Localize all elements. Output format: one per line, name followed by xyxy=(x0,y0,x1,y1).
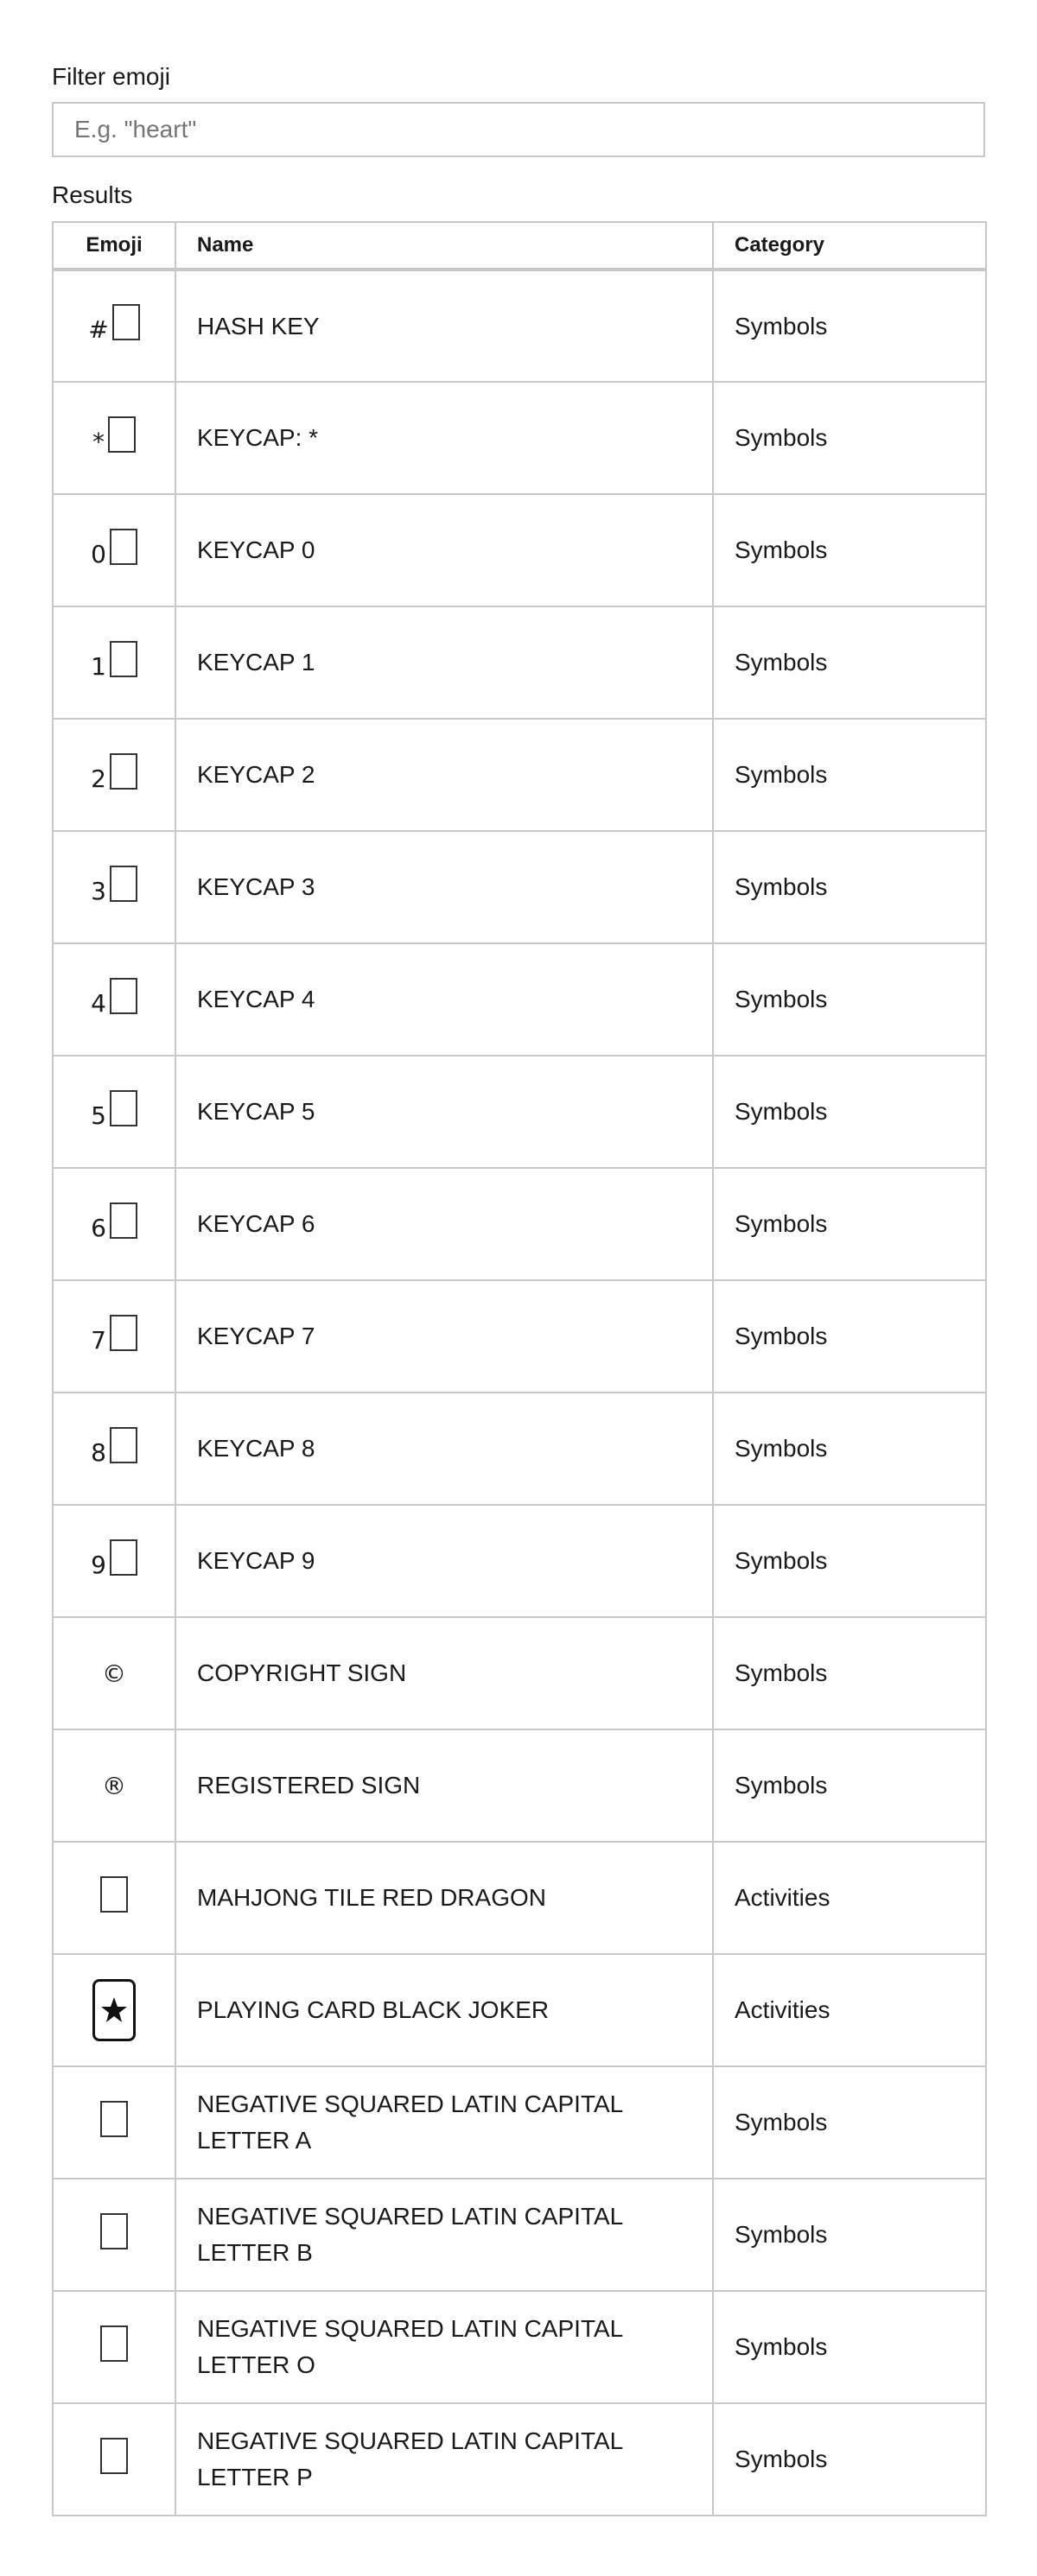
missing-glyph-icon xyxy=(110,529,137,565)
emoji-cell xyxy=(53,1954,175,2066)
missing-glyph-icon xyxy=(110,1090,137,1126)
missing-glyph-icon xyxy=(110,641,137,677)
missing-glyph-icon xyxy=(110,753,137,790)
emoji-category-cell: Symbols xyxy=(713,1280,986,1393)
joker-card-icon xyxy=(92,1979,136,2041)
emoji-glyph: 3 xyxy=(91,876,106,905)
table-row[interactable] xyxy=(53,1056,986,1168)
emoji-cell xyxy=(53,1280,175,1393)
emoji-glyph: © xyxy=(102,1659,126,1688)
emoji-name-cell: NEGATIVE SQUARED LATIN CAPITAL LETTER A xyxy=(175,2066,713,2179)
missing-glyph-icon xyxy=(112,304,140,340)
missing-glyph-icon xyxy=(100,2438,128,2474)
emoji-glyph: ® xyxy=(102,1771,126,1800)
emoji-category-cell: Activities xyxy=(713,1842,986,1954)
column-header-emoji: Emoji xyxy=(53,222,175,270)
emoji-cell xyxy=(53,719,175,831)
table-row[interactable] xyxy=(53,2179,986,2291)
emoji-glyph: 4 xyxy=(91,988,106,1018)
table-row[interactable] xyxy=(53,382,986,494)
column-header-category: Category xyxy=(713,222,986,270)
table-row[interactable] xyxy=(53,1617,986,1729)
table-row[interactable] xyxy=(53,943,986,1056)
emoji-glyph: 1 xyxy=(91,651,106,681)
table-row[interactable] xyxy=(53,270,986,382)
emoji-category-cell: Symbols xyxy=(713,1168,986,1280)
missing-glyph-icon xyxy=(110,1315,137,1351)
emoji-category-cell: Symbols xyxy=(713,1505,986,1617)
emoji-category-cell: Symbols xyxy=(713,494,986,606)
emoji-name-cell: KEYCAP 6 xyxy=(175,1168,713,1280)
emoji-cell xyxy=(53,494,175,606)
table-row[interactable] xyxy=(53,1842,986,1954)
emoji-glyph: 9 xyxy=(91,1550,106,1579)
emoji-name-cell: KEYCAP 1 xyxy=(175,606,713,719)
emoji-name-cell: NEGATIVE SQUARED LATIN CAPITAL LETTER P xyxy=(175,2403,713,2516)
emoji-category-cell: Symbols xyxy=(713,270,986,382)
column-header-name: Name xyxy=(175,222,713,270)
emoji-name-cell: MAHJONG TILE RED DRAGON xyxy=(175,1842,713,1954)
results-table xyxy=(52,221,987,2516)
emoji-glyph: 7 xyxy=(91,1325,106,1355)
emoji-name-cell: KEYCAP 9 xyxy=(175,1505,713,1617)
emoji-category-cell: Symbols xyxy=(713,1729,986,1842)
emoji-name-cell: KEYCAP 8 xyxy=(175,1393,713,1505)
missing-glyph-icon xyxy=(110,1539,137,1576)
emoji-cell xyxy=(53,382,175,494)
emoji-name-cell: KEYCAP 0 xyxy=(175,494,713,606)
emoji-cell xyxy=(53,1505,175,1617)
emoji-cell xyxy=(53,1617,175,1729)
emoji-cell xyxy=(53,2291,175,2403)
missing-glyph-icon xyxy=(108,416,136,453)
emoji-glyph: 5 xyxy=(91,1101,106,1130)
table-row[interactable] xyxy=(53,1729,986,1842)
emoji-category-cell: Activities xyxy=(713,1954,986,2066)
missing-glyph-icon xyxy=(100,2213,128,2249)
emoji-cell xyxy=(53,1393,175,1505)
emoji-name-cell: COPYRIGHT SIGN xyxy=(175,1617,713,1729)
table-row[interactable] xyxy=(53,1280,986,1393)
emoji-name-cell: KEYCAP 3 xyxy=(175,831,713,943)
emoji-category-cell: Symbols xyxy=(713,382,986,494)
emoji-name-cell: NEGATIVE SQUARED LATIN CAPITAL LETTER O xyxy=(175,2291,713,2403)
emoji-cell xyxy=(53,606,175,719)
emoji-category-cell: Symbols xyxy=(713,719,986,831)
emoji-glyph: 0 xyxy=(91,539,106,568)
emoji-category-cell: Symbols xyxy=(713,2403,986,2516)
emoji-cell xyxy=(53,1729,175,1842)
emoji-cell xyxy=(53,1056,175,1168)
emoji-name-cell: HASH KEY xyxy=(175,270,713,382)
emoji-category-cell: Symbols xyxy=(713,2179,986,2291)
emoji-name-cell: KEYCAP 7 xyxy=(175,1280,713,1393)
emoji-cell xyxy=(53,270,175,382)
emoji-name-cell: REGISTERED SIGN xyxy=(175,1729,713,1842)
emoji-name-cell: KEYCAP 5 xyxy=(175,1056,713,1168)
emoji-cell xyxy=(53,831,175,943)
emoji-cell xyxy=(53,2179,175,2291)
emoji-glyph: * xyxy=(92,427,105,456)
table-row[interactable] xyxy=(53,1168,986,1280)
table-header-row xyxy=(53,222,986,270)
table-row[interactable] xyxy=(53,494,986,606)
emoji-category-cell: Symbols xyxy=(713,1056,986,1168)
emoji-category-cell: Symbols xyxy=(713,831,986,943)
table-row[interactable] xyxy=(53,2291,986,2403)
missing-glyph-icon xyxy=(110,1202,137,1239)
table-row[interactable] xyxy=(53,1505,986,1617)
filter-label: Filter emoji xyxy=(52,63,170,90)
table-row[interactable] xyxy=(53,1954,986,2066)
table-row[interactable] xyxy=(53,719,986,831)
missing-glyph-icon xyxy=(100,2325,128,2362)
emoji-name-cell: NEGATIVE SQUARED LATIN CAPITAL LETTER B xyxy=(175,2179,713,2291)
filter-input[interactable] xyxy=(52,102,985,157)
emoji-category-cell: Symbols xyxy=(713,2291,986,2403)
emoji-category-cell: Symbols xyxy=(713,1393,986,1505)
emoji-cell xyxy=(53,1168,175,1280)
missing-glyph-icon xyxy=(110,866,137,902)
emoji-name-cell: PLAYING CARD BLACK JOKER xyxy=(175,1954,713,2066)
emoji-name-cell: KEYCAP 4 xyxy=(175,943,713,1056)
missing-glyph-icon xyxy=(100,2101,128,2137)
table-row[interactable] xyxy=(53,831,986,943)
table-row[interactable] xyxy=(53,1393,986,1505)
table-row[interactable] xyxy=(53,2066,986,2179)
emoji-category-cell: Symbols xyxy=(713,1617,986,1729)
emoji-glyph: 8 xyxy=(91,1437,106,1467)
emoji-glyph: 2 xyxy=(91,764,106,793)
emoji-cell xyxy=(53,943,175,1056)
results-label: Results xyxy=(52,181,133,208)
missing-glyph-icon xyxy=(110,1427,137,1463)
table-row[interactable] xyxy=(53,2403,986,2516)
emoji-glyph: 6 xyxy=(91,1213,106,1242)
emoji-cell xyxy=(53,2403,175,2516)
table-row[interactable] xyxy=(53,606,986,719)
emoji-name-cell: KEYCAP 2 xyxy=(175,719,713,831)
emoji-glyph: # xyxy=(88,315,109,344)
emoji-category-cell: Symbols xyxy=(713,2066,986,2179)
missing-glyph-icon xyxy=(110,978,137,1014)
emoji-cell xyxy=(53,1842,175,1954)
emoji-name-cell: KEYCAP: * xyxy=(175,382,713,494)
emoji-category-cell: Symbols xyxy=(713,943,986,1056)
results-body xyxy=(53,270,986,2516)
missing-glyph-icon xyxy=(100,1876,128,1913)
emoji-cell xyxy=(53,2066,175,2179)
emoji-category-cell: Symbols xyxy=(713,606,986,719)
